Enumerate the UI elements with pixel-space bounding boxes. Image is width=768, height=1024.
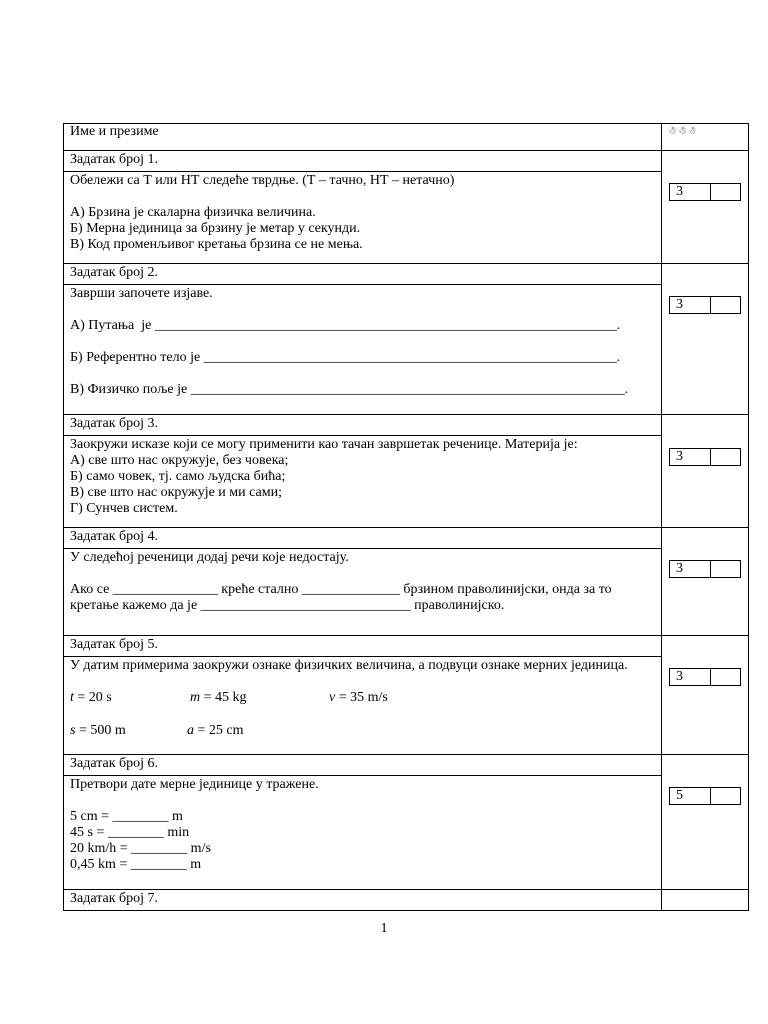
task-3-score-box	[669, 448, 741, 466]
name-label: Име и презиме	[64, 124, 662, 151]
task-5-examples-row-1	[70, 690, 655, 706]
task-1-points: 3	[670, 184, 711, 200]
task-6-earned-field[interactable]	[711, 788, 740, 804]
task-2-score-cell	[662, 264, 749, 415]
task-3-score-cell	[662, 415, 749, 528]
task-6-line: 5 cm = ________ m	[70, 809, 183, 824]
example-s: s = 500 m	[70, 723, 126, 738]
task-7-title: Задатак број 7.	[64, 890, 662, 911]
task-3-line: Б) само човек, тј. само људска бића;	[70, 469, 286, 484]
task-1-title: Задатак број 1.	[64, 151, 662, 172]
task-3-body-row	[64, 436, 749, 528]
task-5-body-row	[64, 657, 749, 755]
task-6-body-row	[64, 776, 749, 890]
page-number: 1	[380, 921, 388, 936]
task-3-line: А) све што нас окружује, без човека;	[70, 453, 289, 468]
task-1-line: Обележи са Т или НТ следеће тврдње. (Т – тачно, НТ – нетачно)	[70, 173, 455, 188]
task-5-points: 3	[670, 669, 711, 685]
task-3-body	[64, 436, 662, 528]
task-2-body	[64, 285, 662, 415]
test-sheet	[63, 123, 748, 911]
task-3-title: Задатак број 3.	[64, 415, 662, 436]
task-2-title: Задатак број 2.	[64, 264, 662, 285]
task-7-score-cell	[662, 890, 749, 911]
task-2-line: Б) Референтно тело је ___________________________________________________________.	[70, 350, 621, 365]
task-6-title-row	[64, 755, 749, 776]
task-1-body-row	[64, 172, 749, 264]
example-m: m = 45 kg	[190, 690, 247, 705]
header-row	[64, 124, 749, 151]
task-4-line: У следећој реченици додај речи које недостају.	[70, 550, 349, 565]
task-1-score-cell	[662, 151, 749, 264]
task-1-earned-field[interactable]	[711, 184, 740, 200]
task-5-earned-field[interactable]	[711, 669, 740, 685]
task-6-line: 45 s = ________ min	[70, 825, 190, 840]
task-4-score-box	[669, 560, 741, 578]
task-3-line: Г) Сунчев систем.	[70, 501, 178, 516]
task-5-intro: У датим примерима заокружи ознаке физичких величина, а подвуци ознаке мерних јединица.	[70, 658, 628, 673]
smiley-icons: ☃☃☃	[662, 124, 749, 151]
task-3-points: 3	[670, 449, 711, 465]
task-4-earned-field[interactable]	[711, 561, 740, 577]
example-a: a = 25 cm	[187, 723, 244, 738]
task-6-score-cell	[662, 755, 749, 890]
task-6-title: Задатак број 6.	[64, 755, 662, 776]
task-2-points: 3	[670, 297, 711, 313]
test-table	[63, 123, 749, 911]
task-5-score-cell	[662, 636, 749, 755]
task-3-earned-field[interactable]	[711, 449, 740, 465]
task-7-title-row	[64, 890, 749, 911]
task-2-title-row	[64, 264, 749, 285]
example-v: v = 35 m/s	[329, 690, 388, 705]
task-1-line: Б) Мерна јединица за брзину је метар у секунди.	[70, 221, 361, 236]
task-5-body	[64, 657, 662, 755]
task-4-line: Ако се _______________ креће стално ______________ брзином праволинијски, онда за то	[70, 582, 612, 597]
task-2-body-row	[64, 285, 749, 415]
task-3-line: В) све што нас окружује и ми сами;	[70, 485, 282, 500]
task-1-line: А) Брзина је скаларна физичка величина.	[70, 205, 316, 220]
task-5-title: Задатак број 5.	[64, 636, 662, 657]
task-5-score-box	[669, 668, 741, 686]
task-3-line: Заокружи исказе који се могу применити као тачан завршетак реченице. Материја је:	[70, 437, 578, 452]
task-6-body	[64, 776, 662, 890]
task-1-body	[64, 172, 662, 264]
task-4-points: 3	[670, 561, 711, 577]
task-2-line: А) Путања је __________________________________________________________________.	[70, 318, 621, 333]
task-3-title-row	[64, 415, 749, 436]
task-6-score-box	[669, 787, 741, 805]
task-2-score-box	[669, 296, 741, 314]
task-6-line: Претвори дате мерне јединице у тражене.	[70, 777, 319, 792]
task-4-body-row	[64, 549, 749, 636]
task-2-line: Заврши започете изјаве.	[70, 286, 213, 301]
task-1-title-row	[64, 151, 749, 172]
task-5-title-row	[64, 636, 749, 657]
task-6-points: 5	[670, 788, 711, 804]
task-5-examples-row-2	[70, 723, 655, 739]
task-1-score-box	[669, 183, 741, 201]
task-1-line: В) Код променљивог кретања брзина се не мења.	[70, 237, 363, 252]
task-4-body	[64, 549, 662, 636]
task-4-score-cell	[662, 528, 749, 636]
task-4-title-row	[64, 528, 749, 549]
task-4-line: кретање кажемо да је ______________________________ праволинијско.	[70, 598, 505, 613]
task-6-line: 0,45 km = ________ m	[70, 857, 202, 872]
task-2-earned-field[interactable]	[711, 297, 740, 313]
task-2-line: В) Физичко поље је ______________________________________________________________.	[70, 382, 629, 397]
task-4-title: Задатак број 4.	[64, 528, 662, 549]
example-t: t = 20 s	[70, 690, 112, 705]
task-6-line: 20 km/h = ________ m/s	[70, 841, 211, 856]
